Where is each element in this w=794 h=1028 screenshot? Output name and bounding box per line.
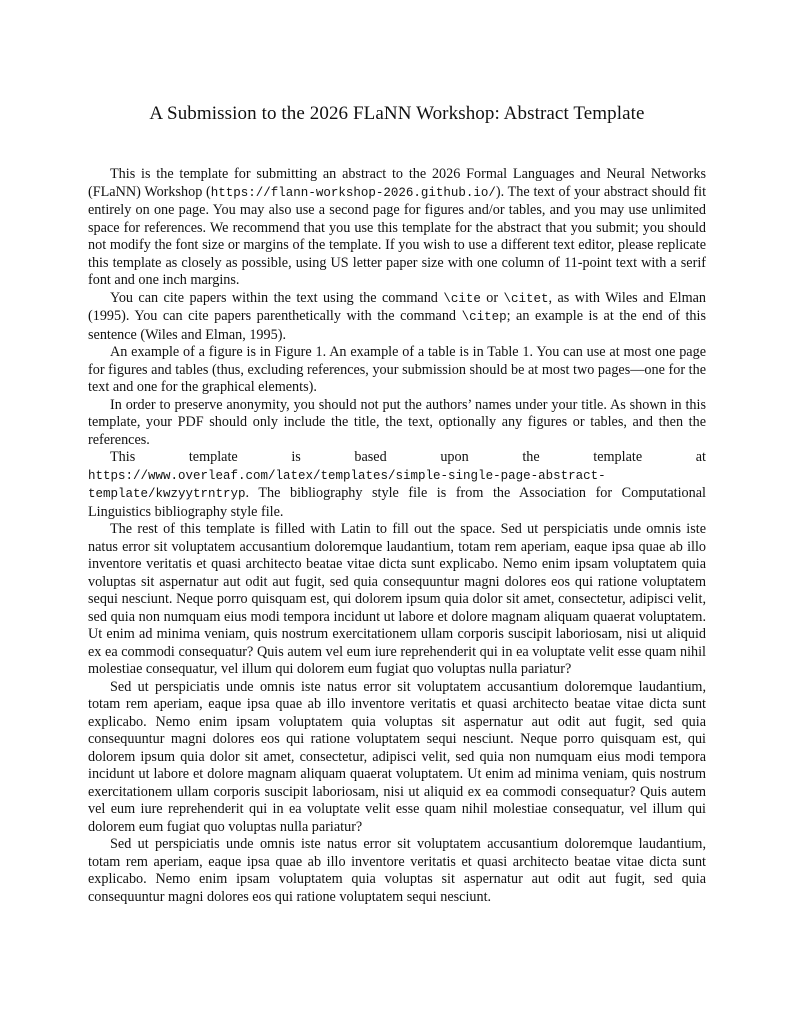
text-run: Sed ut perspiciatis unde omnis iste natus error sit voluptatem accusantium doloremque laudantium, totam rem aperiam, eaque ipsa quae ab illo inventore veritatis et quasi architecto beatae vitae dicta sunt explicabo. Nemo enim ipsam voluptatem quia voluptas sit aspernatur aut odit aut fugit, sed quia consequuntur magni dolores eos qui ratione voluptatem sequi nesciunt. [88,836,706,905]
paragraph [88,836,706,906]
text-run: . The bibliography style file is from the Association for Computational Linguistics bibliography style file. [88,485,706,520]
text-run: You can cite papers within the text using the command [110,289,444,306]
paragraph [88,166,706,290]
page-title: A Submission to the 2026 FLaNN Workshop: Abstract Template [149,103,645,124]
document-body [88,166,706,906]
paragraph [88,290,706,345]
text-run: Sed ut perspiciatis unde omnis iste natus error sit voluptatem accusantium doloremque laudantium, totam rem aperiam, eaque ipsa quae ab illo inventore veritatis et quasi architecto beatae vitae dicta sunt explicabo. Nemo enim ipsam voluptatem quia voluptas sit aspernatur aut odit aut fugit, sed quia consequuntur magni dolores eos qui ratione voluptatem sequi nesciunt. Neque porro quisquam est, qui dolorem ipsum quia dolor sit amet, consectetur, adipisci velit, sed quia non numquam eius modi tempora incidunt ut labore et dolore magnam aliquam quaerat voluptatem. Ut enim ad minima veniam, quis nostrum exercitationem ullam corporis suscipit laboriosam, nisi ut aliquid ex ea commodi consequatur? Quis autem vel eum iure reprehenderit qui in ea voluptate velit esse quam nihil molestiae consequatur, vel illum qui dolorem eum fugiat quo voluptas nulla pariatur? [88,678,706,835]
paragraph [88,521,706,679]
text-run: An example of a figure is in Figure 1. An example of a table is in Table 1. You can use at most one page for figures and tables (thus, excluding references, your submission should be at most two pages—one for the text and one for the graphical elements). [88,344,706,395]
inline-code: \citet [503,291,549,306]
text-run: In order to preserve anonymity, you should not put the authors’ names under your title. As shown in this template, your PDF should only include the title, the text, optionally any figures or tables, and then the references. [88,396,706,448]
inline-code: \cite [443,291,481,306]
paragraph [88,449,706,521]
paragraph [88,397,706,450]
text-run: The rest of this template is filled with Latin to fill out the space. Sed ut perspiciatis unde omnis iste natus error sit voluptatem accusantium doloremque laudantium, totam rem aperiam, eaque ipsa quae ab illo inventore veritatis et quasi architecto beatae vitae dicta sunt explicabo. Nemo enim ipsam voluptatem quia voluptas sit aspernatur aut odit aut fugit, sed quia consequuntur magni dolores eos qui ratione voluptatem sequi nesciunt. Neque porro quisquam est, qui dolorem ipsum quia dolor sit amet, consectetur, adipisci velit, sed quia non numquam eius modi tempora incidunt ut labore et dolore magnam aliquam quaerat voluptatem. Ut enim ad minima veniam, quis nostrum exercitationem ullam corporis suscipit laboriosam, nisi ut aliquid ex ea commodi consequatur? Quis autem vel eum iure reprehenderit qui in ea voluptate velit esse quam nihil molestiae consequatur, vel illum qui dolorem eum fugiat quo voluptas nulla pariatur? [88,521,706,677]
paragraph [88,679,706,837]
url-text[interactable]: https://www.overleaf.com/latex/templates/simple-single-page-abstract-template/kwzyytrntryp [88,468,606,501]
text-run: ; an example is at the end of this sentence (Wiles and Elman, 1995). [88,308,706,343]
url-text[interactable]: https://flann-workshop-2026.github.io/ [210,185,496,200]
text-run: or [480,289,504,306]
paragraph [88,344,706,397]
text-run: This template is based upon the template at [110,449,706,465]
text-run: This is the template for submitting an abstract to the 2026 Formal Languages and Neural Networks (FLaNN) Workshop ( [88,166,706,200]
inline-code: \citep [461,310,507,324]
text-run: ). The text of your abstract should fit entirely on one page. You may also use a second page for figures and/or tables, and you may use unlimited space for references. We recommend that you use this template for the abstract that you submit; you should not modify the font size or margins of the template. If you wish to use a different text editor, please replicate this template as closely as possible, using US letter paper size with one column of 11-point text with a serif font and one inch margins. [88,183,707,288]
text-run: , as with Wiles and Elman (1995). You can cite papers parenthetically with the command [88,289,706,324]
